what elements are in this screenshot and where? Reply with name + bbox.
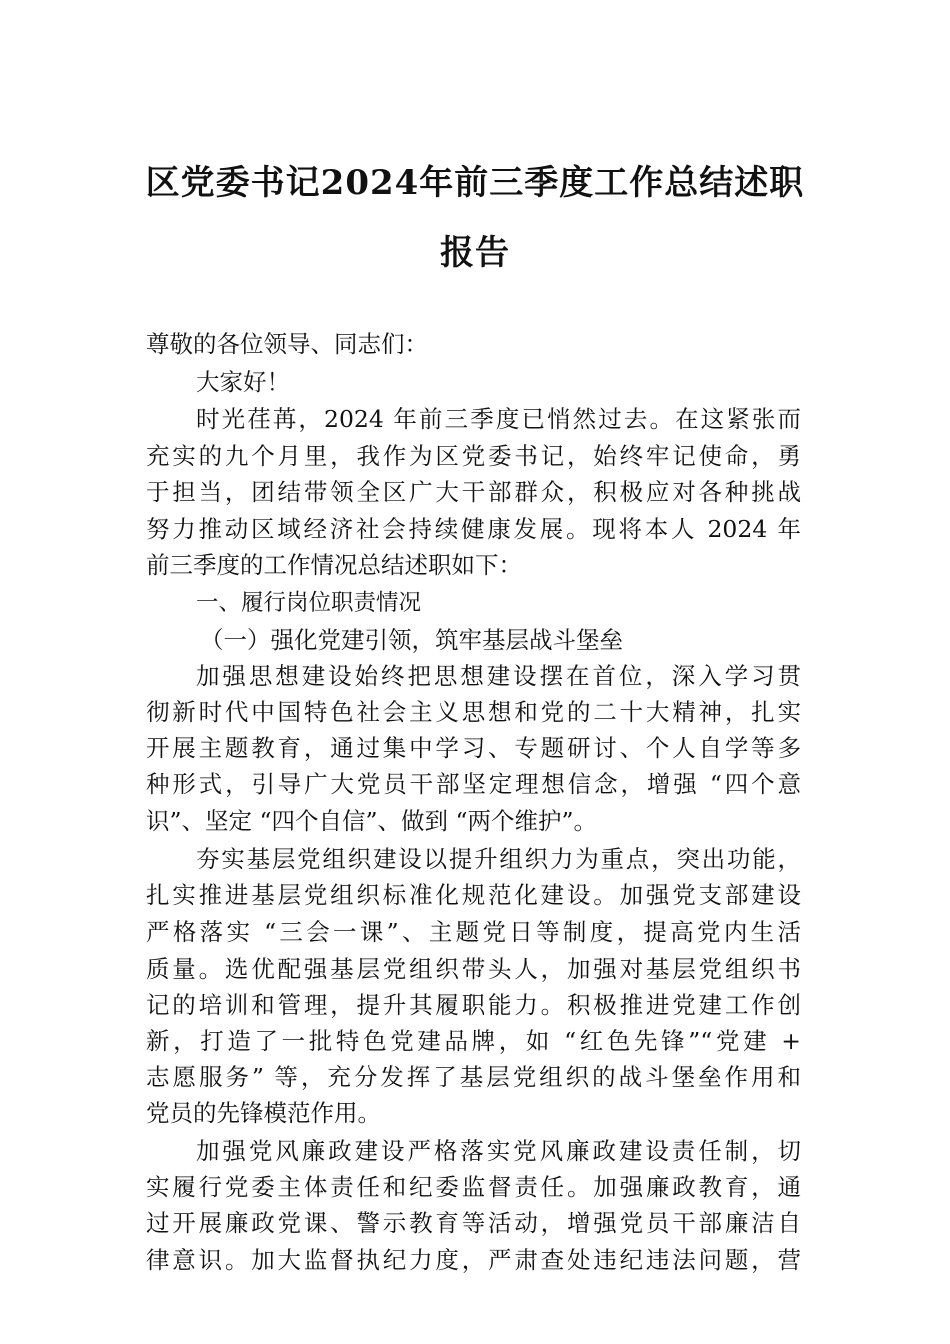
- paragraph-line: 加强思想建设始终把思想建设摆在首位，深入学习贯: [196, 662, 801, 690]
- paragraph-line: 夯实基层党组织建设以提升组织力为重点，突出功能，: [196, 845, 801, 873]
- paragraph-line: 党员的先锋模范作用。: [146, 1099, 381, 1127]
- paragraph-line: 律意识。加大监督执纪力度，严肃查处违纪违法问题，营: [146, 1246, 801, 1274]
- paragraph-line: 扎实推进基层党组织标准化规范化建设。加强党支部建设: [146, 881, 801, 909]
- paragraph-line: 记的培训和管理，提升其履职能力。积极推进党建工作创: [146, 991, 801, 1019]
- paragraph-line: 实履行党委主体责任和纪委监督责任。加强廉政教育，通: [146, 1173, 801, 1201]
- greeting: 大家好！: [196, 368, 290, 396]
- paragraph-line: 志愿服务” 等，充分发挥了基层党组织的战斗堡垒作用和: [146, 1063, 801, 1091]
- paragraph-line: 彻新时代中国特色社会主义思想和党的二十大精神，扎实: [146, 698, 801, 726]
- paragraph-line: 质量。选优配强基层党组织带头人，加强对基层党组织书: [146, 955, 801, 983]
- paragraph-line: 时光荏苒，2024 年前三季度已悄然过去。在这紧张而: [196, 405, 801, 433]
- paragraph-line: 前三季度的工作情况总结述职如下：: [146, 551, 522, 579]
- paragraph-line: 努力推动区域经济社会持续健康发展。现将本人 2024 年: [146, 515, 801, 543]
- paragraph-line: 过开展廉政党课、警示教育等活动，增强党员干部廉洁自: [146, 1209, 801, 1237]
- paragraph-line: 识”、坚定 “四个自信”、做到 “两个维护”。: [146, 807, 598, 835]
- paragraph-line: 加强党风廉政建设严格落实党风廉政建设责任制，切: [196, 1137, 801, 1165]
- document-title-line-2: 报告: [440, 233, 510, 273]
- document-title-line-1: 区党委书记2024年前三季度工作总结述职: [145, 163, 805, 203]
- subsection-heading: （一）强化党建引领，筑牢基层战斗堡垒: [200, 626, 623, 654]
- paragraph-line: 种形式，引导广大党员干部坚定理想信念，增强 “四个意: [146, 770, 801, 798]
- salutation: 尊敬的各位领导、同志们：: [146, 330, 428, 358]
- paragraph-line: 开展主题教育，通过集中学习、专题研讨、个人自学等多: [146, 734, 801, 762]
- paragraph-line: 于担当，团结带领全区广大干部群众，积极应对各种挑战: [146, 478, 801, 506]
- paragraph-line: 充实的九个月里，我作为区党委书记，始终牢记使命，勇: [146, 442, 801, 470]
- paragraph-line: 严格落实 “三会一课”、主题党日等制度，提高党内生活: [146, 918, 801, 946]
- paragraph-line: 新，打造了一批特色党建品牌，如 “红色先锋”“党建 +: [146, 1027, 801, 1055]
- section-heading: 一、履行岗位职责情况: [196, 590, 422, 616]
